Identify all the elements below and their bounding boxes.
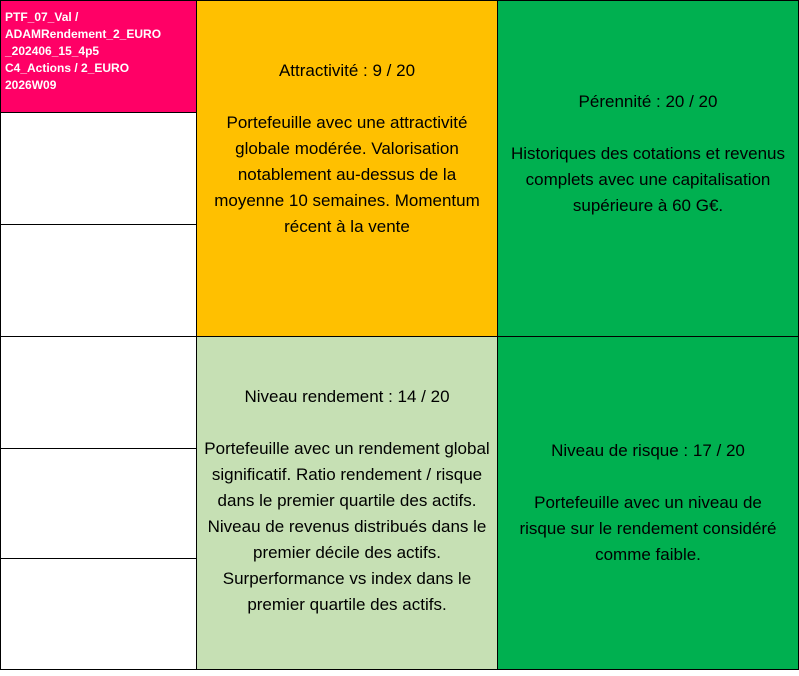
portfolio-label-line: _202406_15_4p5 [5,44,100,58]
portfolio-label-line: PTF_07_Val / [5,10,79,24]
portfolio-label-line: 2026W09 [5,78,57,92]
attractivite-score: Attractivité : 9 / 20 [278,60,416,80]
attractivite-panel [196,0,498,337]
perennite-panel [497,0,799,337]
portfolio-label-cell [0,0,197,113]
empty-cell [0,558,197,670]
risque-panel [497,336,799,670]
rendement-description: Portefeuille avec un rendement global significatif. Ratio rendement / risque dans le premier quartile des actifs. Niveau de revenus distribués dans le premier décile des actifs. Surperformance vs index dans le premier quartile des actifs. [204,439,490,614]
empty-cell [0,112,197,225]
attractivite-description: Portefeuille avec une attractivité globale modérée. Valorisation notablement au-dessus de la moyenne 10 semaines. Momentum récent à la vente [214,112,480,236]
perennite-score: Pérennité : 20 / 20 [578,91,718,111]
risque-score: Niveau de risque : 17 / 20 [551,441,745,460]
rendement-score: Niveau rendement : 14 / 20 [244,387,450,406]
portfolio-label-line: ADAMRendement_2_EURO [5,27,162,41]
portfolio-label-line: C4_Actions / 2_EURO [5,61,130,75]
empty-cell [0,336,197,449]
rendement-panel [196,336,498,670]
empty-cell [0,224,197,337]
risque-description: Portefeuille avec un niveau de risque sur le rendement considéré comme faible. [519,493,777,564]
perennite-description: Historiques des cotations et revenus complets avec une capitalisation supérieure à 60 G€. [510,143,786,215]
empty-cell [0,448,197,559]
